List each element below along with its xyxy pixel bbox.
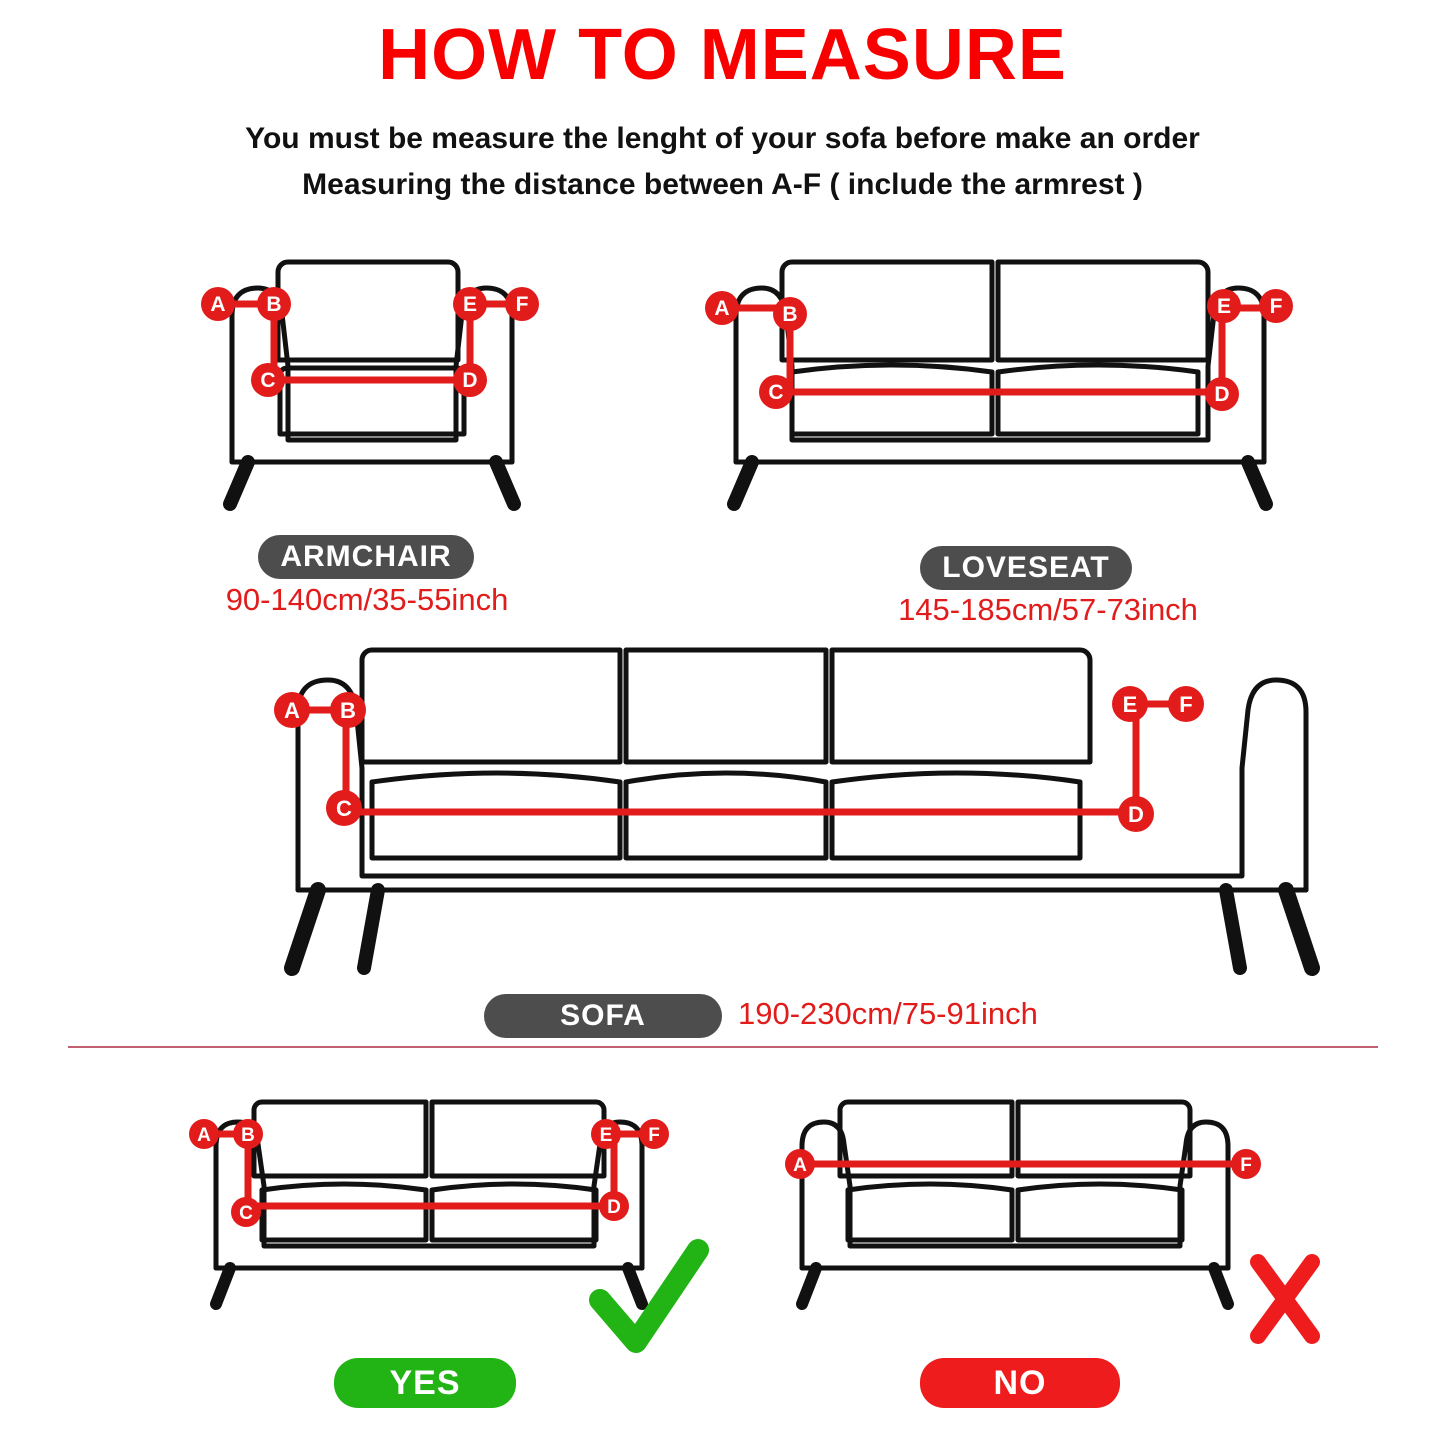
measure-point-labels bbox=[189, 287, 1293, 1227]
dimension-sofa: 190-230cm/75-91inch bbox=[738, 996, 1038, 1031]
label-no: NO bbox=[920, 1358, 1120, 1408]
svg-text:E: E bbox=[462, 293, 478, 316]
svg-text:E: E bbox=[599, 1125, 613, 1146]
svg-text:A: A bbox=[714, 297, 730, 320]
svg-text:E: E bbox=[1122, 692, 1138, 717]
dimension-armchair: 90-140cm/35-55inch bbox=[225, 582, 509, 617]
svg-text:D: D bbox=[1214, 383, 1230, 406]
svg-text:E: E bbox=[1216, 295, 1232, 318]
svg-text:C: C bbox=[239, 1203, 253, 1224]
label-armchair: ARMCHAIR bbox=[258, 535, 474, 579]
loveseat-illustration bbox=[734, 262, 1266, 504]
svg-text:D: D bbox=[607, 1197, 621, 1218]
svg-text:F: F bbox=[515, 293, 529, 316]
svg-text:B: B bbox=[782, 303, 798, 326]
svg-text:B: B bbox=[340, 698, 356, 723]
svg-text:C: C bbox=[768, 381, 784, 404]
no-illustration bbox=[802, 1102, 1228, 1304]
svg-text:D: D bbox=[462, 369, 478, 392]
instruction-line-2: Measuring the distance between A-F ( include the armrest ) bbox=[302, 168, 1143, 201]
page-title: HOW TO MEASURE bbox=[378, 15, 1067, 95]
instruction-line-1: You must be measure the lenght of your sofa before make an order bbox=[245, 122, 1200, 155]
svg-text:F: F bbox=[1269, 295, 1283, 318]
label-loveseat: LOVESEAT bbox=[920, 546, 1132, 590]
label-sofa: SOFA bbox=[484, 994, 722, 1038]
svg-text:A: A bbox=[197, 1125, 211, 1146]
svg-text:D: D bbox=[1128, 802, 1144, 827]
label-yes: YES bbox=[334, 1358, 516, 1408]
dimension-loveseat: 145-185cm/57-73inch bbox=[898, 592, 1198, 627]
check-icon bbox=[600, 1250, 698, 1342]
section-divider bbox=[68, 1046, 1378, 1048]
cross-icon bbox=[1258, 1262, 1312, 1336]
svg-text:A: A bbox=[210, 293, 226, 316]
svg-text:B: B bbox=[266, 293, 282, 316]
svg-text:F: F bbox=[1240, 1155, 1252, 1176]
svg-text:B: B bbox=[241, 1125, 255, 1146]
svg-text:C: C bbox=[260, 369, 276, 392]
svg-text:A: A bbox=[284, 698, 300, 723]
svg-text:F: F bbox=[648, 1125, 660, 1146]
svg-text:F: F bbox=[1179, 692, 1193, 717]
svg-text:C: C bbox=[336, 796, 352, 821]
svg-text:A: A bbox=[793, 1155, 807, 1176]
